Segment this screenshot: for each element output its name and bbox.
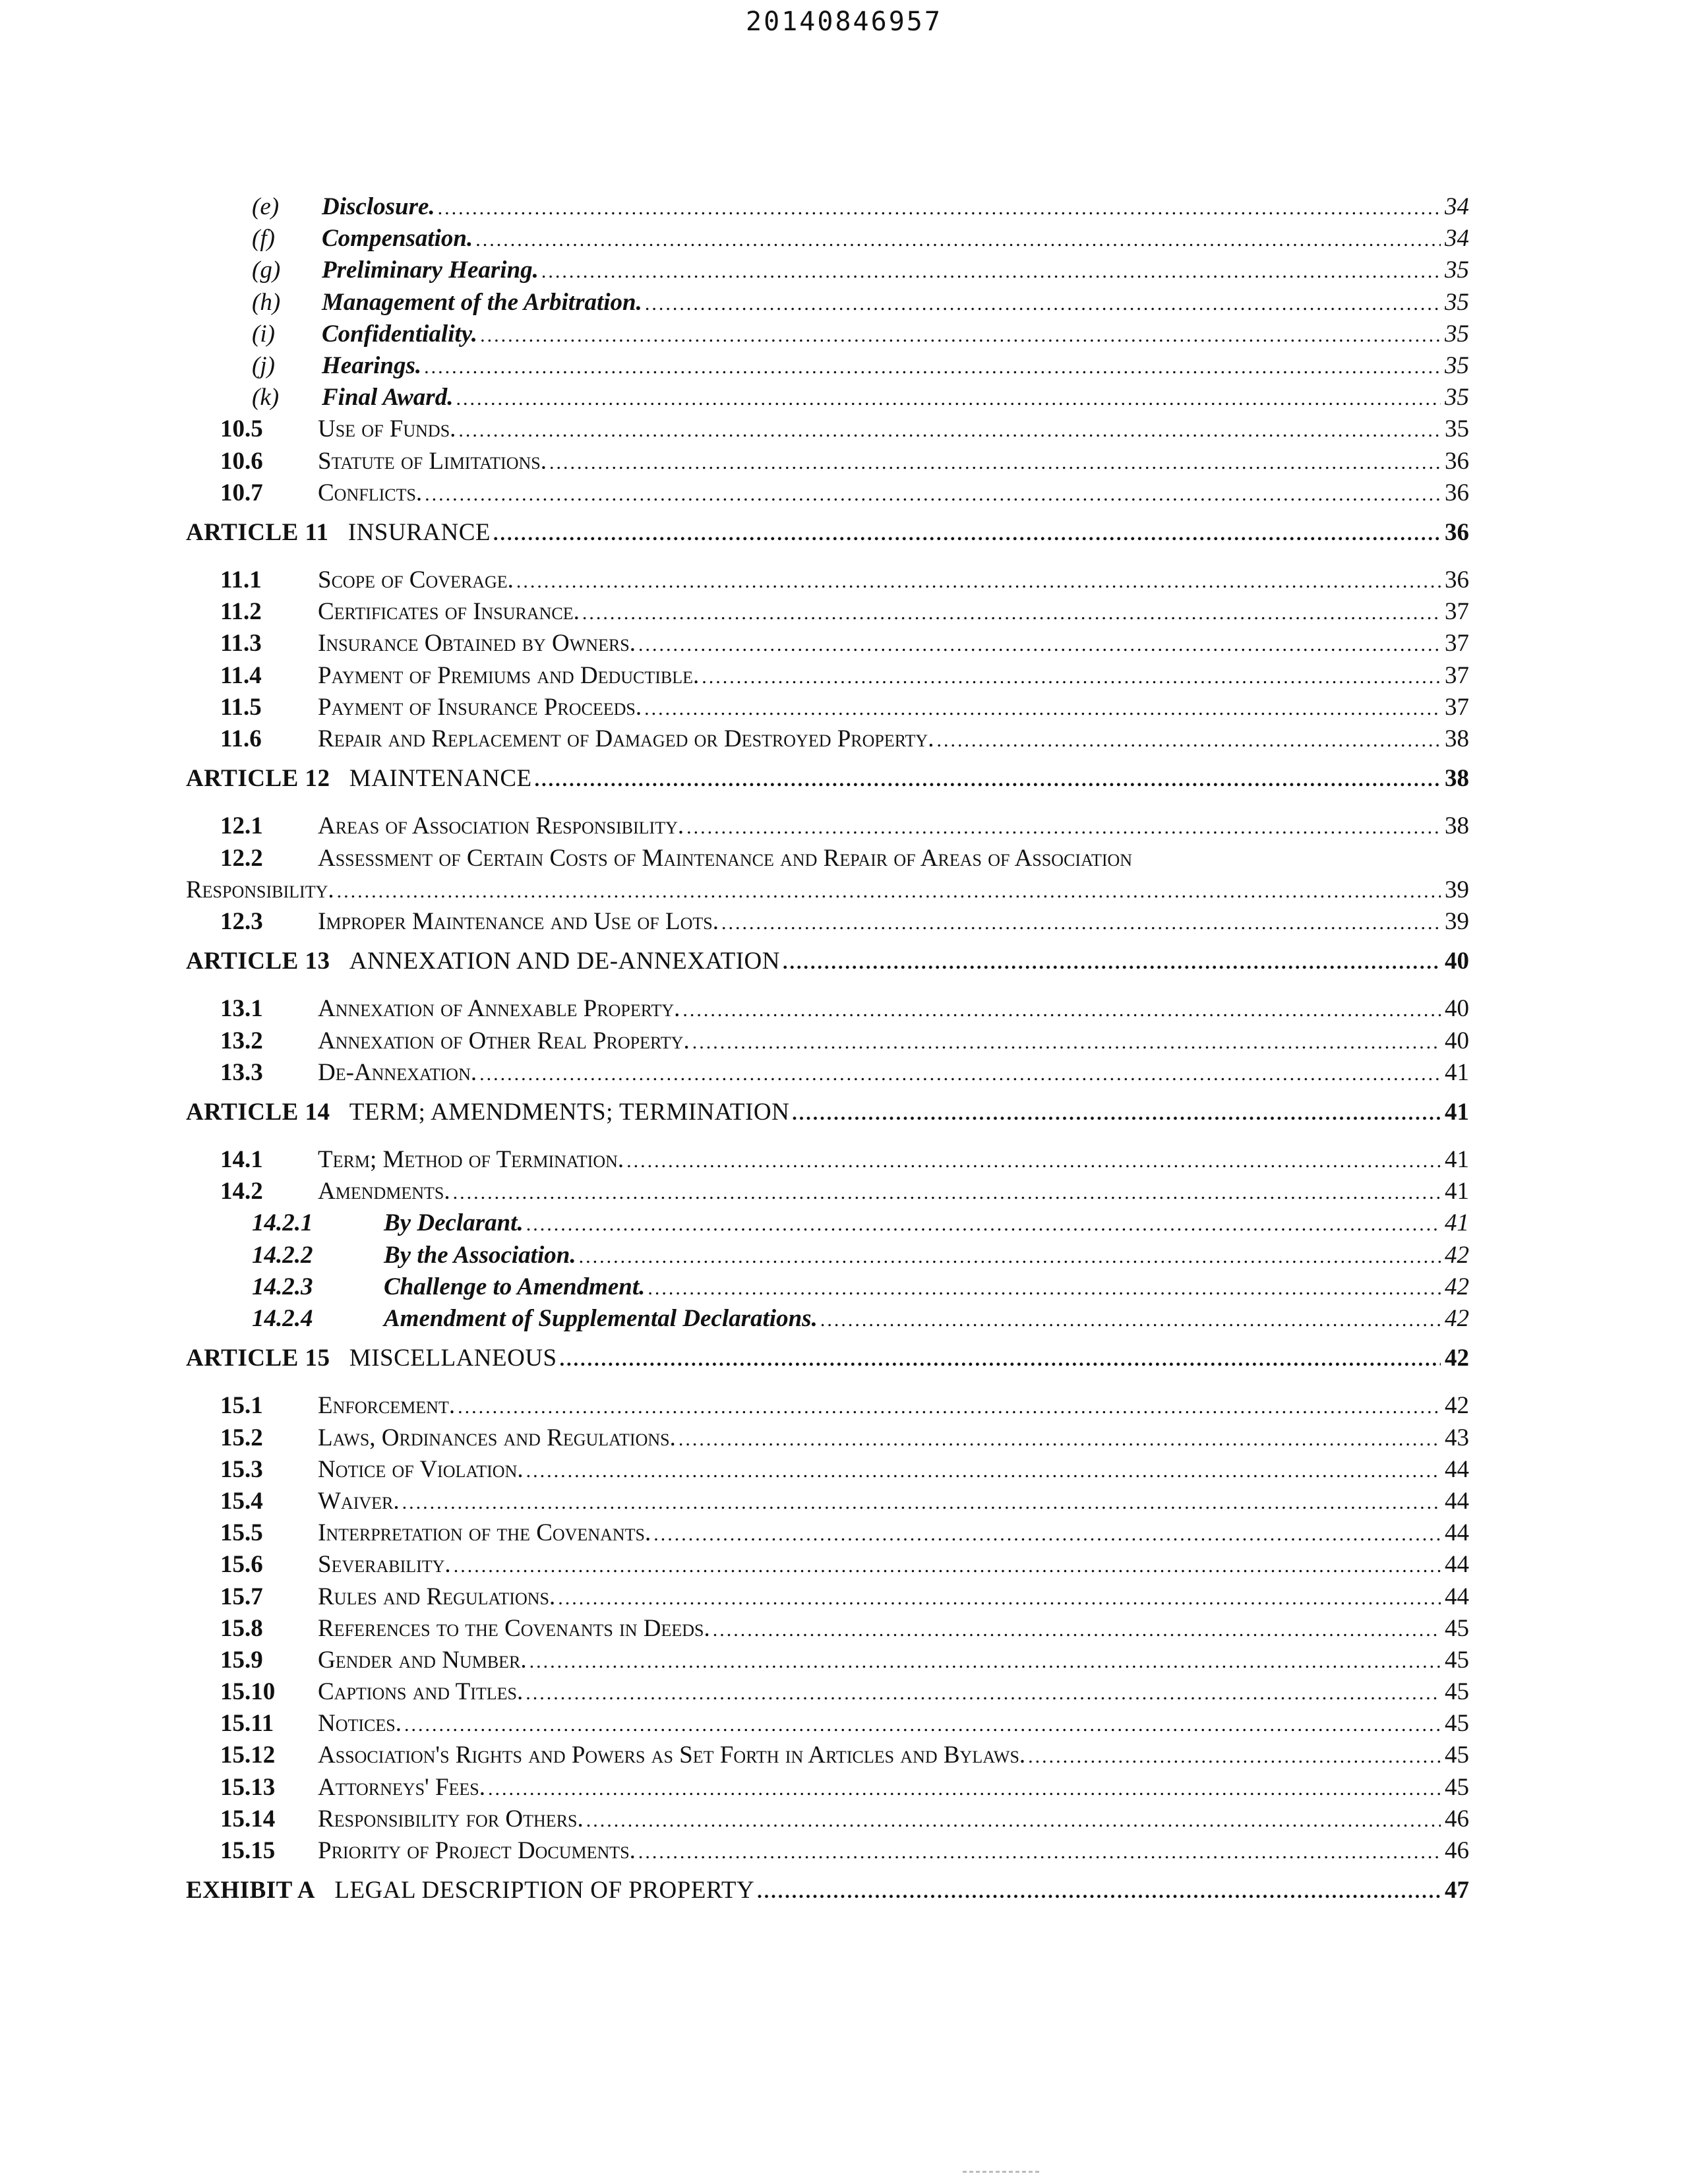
toc-entry-number: 15.10 bbox=[220, 1678, 276, 1706]
toc-entry bbox=[186, 693, 1469, 725]
toc-entry-page: 42 bbox=[1445, 1305, 1469, 1332]
toc-entry-number: 15.12 bbox=[220, 1742, 276, 1769]
toc-entry-number: 10.5 bbox=[220, 415, 263, 443]
toc-entry-number: 15.8 bbox=[220, 1614, 263, 1642]
toc-entry-number: 14.2.3 bbox=[252, 1273, 313, 1300]
toc-entry-number: 15.4 bbox=[220, 1487, 263, 1515]
toc-entry-number: 15.14 bbox=[220, 1805, 276, 1833]
toc-entry bbox=[186, 518, 1469, 550]
dot-leader bbox=[1028, 1745, 1441, 1768]
toc-entry-title: Compensation. bbox=[322, 225, 473, 253]
toc-entry-number: 11.2 bbox=[220, 598, 262, 626]
article-number: ARTICLE 15 bbox=[186, 1345, 330, 1372]
dot-leader bbox=[644, 698, 1441, 720]
toc-entry-number: 12.1 bbox=[220, 812, 263, 840]
toc-entry-number: 15.15 bbox=[220, 1837, 276, 1864]
toc-entry bbox=[186, 1027, 1469, 1058]
toc-entry-page: 36 bbox=[1445, 479, 1469, 506]
article-number: ARTICLE 12 bbox=[186, 765, 330, 793]
toc-entry-page: 45 bbox=[1445, 1773, 1469, 1801]
toc-entry-title: Statute of Limitations. bbox=[318, 447, 547, 475]
toc-entry-title: De-Annexation. bbox=[318, 1058, 477, 1086]
dot-leader bbox=[549, 452, 1441, 474]
toc-entry-page: 34 bbox=[1445, 193, 1469, 220]
article-title: ANNEXATION AND DE-ANNEXATION bbox=[349, 948, 780, 975]
toc-entry bbox=[186, 1145, 1469, 1177]
dot-leader bbox=[579, 1246, 1441, 1268]
toc-entry-title: Assessment of Certain Costs of Maintenance and Repair of Areas of Association bbox=[318, 844, 1133, 872]
dot-leader bbox=[404, 1714, 1441, 1736]
toc-entry-title: Payment of Premiums and Deductible. bbox=[318, 661, 700, 689]
dot-leader bbox=[692, 1031, 1441, 1054]
toc-entry-page: 47 bbox=[1445, 1877, 1469, 1904]
dot-leader bbox=[493, 523, 1441, 545]
article-heading bbox=[186, 1876, 754, 1904]
toc-entry-title: Amendments. bbox=[318, 1178, 450, 1205]
toc-entry bbox=[186, 1304, 1469, 1336]
dot-leader bbox=[488, 1778, 1441, 1800]
dot-leader bbox=[653, 1523, 1441, 1546]
toc-entry-page: 40 bbox=[1445, 1027, 1469, 1054]
toc-entry-page: 39 bbox=[1445, 876, 1469, 903]
toc-entry bbox=[186, 1177, 1469, 1209]
dot-leader bbox=[702, 666, 1441, 688]
dot-leader bbox=[529, 1651, 1441, 1673]
toc-entry bbox=[186, 479, 1469, 510]
toc-entry bbox=[186, 1773, 1469, 1805]
toc-entry-title: Responsibility. bbox=[186, 876, 334, 903]
toc-entry-page: 44 bbox=[1445, 1583, 1469, 1610]
toc-entry bbox=[186, 1391, 1469, 1423]
toc-entry-page: 41 bbox=[1445, 1098, 1469, 1126]
article-title: TERM; AMENDMENTS; TERMINATION bbox=[349, 1098, 790, 1126]
toc-entry-page: 37 bbox=[1445, 598, 1469, 626]
toc-entry-number: 15.6 bbox=[220, 1551, 263, 1579]
toc-entry-page: 45 bbox=[1445, 1710, 1469, 1738]
article-heading bbox=[186, 1098, 789, 1126]
toc-entry-number: (e) bbox=[252, 193, 280, 220]
dot-leader bbox=[456, 388, 1441, 410]
toc-entry-title: Areas of Association Responsibility. bbox=[318, 812, 684, 840]
dot-leader bbox=[713, 1619, 1441, 1641]
toc-entry bbox=[186, 415, 1469, 446]
toc-entry-title: Amendment of Supplemental Declarations. bbox=[384, 1305, 818, 1332]
toc-entry bbox=[186, 812, 1469, 843]
article-title: INSURANCE bbox=[347, 518, 491, 546]
toc-entry bbox=[186, 1487, 1469, 1519]
toc-entry bbox=[186, 597, 1469, 629]
toc-entry bbox=[186, 764, 1469, 796]
toc-entry-page: 44 bbox=[1445, 1455, 1469, 1483]
dot-leader bbox=[678, 1428, 1441, 1451]
toc-entry-number: 11.6 bbox=[220, 725, 262, 752]
dot-leader bbox=[516, 570, 1441, 593]
toc-entry-page: 38 bbox=[1445, 765, 1469, 793]
dot-leader bbox=[479, 1063, 1441, 1085]
dot-leader bbox=[453, 1182, 1441, 1204]
dot-leader bbox=[480, 324, 1441, 347]
toc-entry-title: Severability. bbox=[318, 1551, 451, 1579]
toc-entry-title: Annexation of Other Real Property. bbox=[318, 1027, 690, 1054]
dot-leader bbox=[526, 1213, 1441, 1236]
toc-entry-title: Waiver. bbox=[318, 1487, 400, 1515]
toc-entry-number: 12.3 bbox=[220, 907, 263, 935]
toc-entry-title: Enforcement. bbox=[318, 1392, 456, 1420]
toc-entry-title: Repair and Replacement of Damaged or Destroyed Property. bbox=[318, 725, 934, 752]
toc-entry-page: 35 bbox=[1445, 351, 1469, 379]
toc-entry-title: Gender and Number. bbox=[318, 1646, 527, 1674]
toc-entry-number: (g) bbox=[252, 257, 281, 284]
toc-entry-number: (k) bbox=[252, 384, 280, 411]
toc-entry-page: 41 bbox=[1445, 1058, 1469, 1086]
toc-entry-title: Laws, Ordinances and Regulations. bbox=[318, 1424, 676, 1451]
toc-entry bbox=[186, 947, 1469, 979]
toc-entry-number: 15.1 bbox=[220, 1392, 263, 1420]
dot-leader bbox=[560, 1349, 1441, 1371]
toc-entry bbox=[186, 907, 1469, 939]
toc-entry bbox=[186, 224, 1469, 256]
dot-leader bbox=[582, 602, 1441, 624]
article-number: EXHIBIT A bbox=[186, 1877, 316, 1904]
toc-entry bbox=[186, 1273, 1469, 1304]
toc-entry-page: 44 bbox=[1445, 1487, 1469, 1515]
toc-entry-number: 13.1 bbox=[220, 995, 263, 1023]
dot-leader bbox=[337, 880, 1441, 903]
toc-entry bbox=[186, 447, 1469, 479]
article-title: LEGAL DESCRIPTION OF PROPERTY bbox=[334, 1877, 755, 1904]
dot-leader bbox=[586, 1809, 1441, 1832]
toc-entry bbox=[186, 566, 1469, 597]
toc-entry-number: 15.7 bbox=[220, 1583, 263, 1610]
article-heading bbox=[186, 1344, 557, 1372]
toc-entry-title: Rules and Regulations. bbox=[318, 1583, 556, 1610]
article-heading bbox=[186, 518, 491, 547]
toc-entry-page: 44 bbox=[1445, 1519, 1469, 1547]
dot-leader bbox=[402, 1492, 1441, 1514]
toc-entry-page: 45 bbox=[1445, 1678, 1469, 1706]
dot-leader bbox=[645, 293, 1441, 315]
toc-entry bbox=[186, 1241, 1469, 1273]
toc-entry-title: Management of the Arbitration. bbox=[322, 288, 642, 316]
toc-entry-page: 35 bbox=[1445, 384, 1469, 411]
toc-entry-title: Final Award. bbox=[322, 384, 454, 411]
toc-entry-title: Annexation of Annexable Property. bbox=[318, 995, 680, 1023]
toc-entry-number: 10.6 bbox=[220, 447, 263, 475]
toc-entry-title: Priority of Project Documents. bbox=[318, 1837, 636, 1864]
toc-entry-number: 12.2 bbox=[220, 844, 263, 872]
dot-leader bbox=[454, 1555, 1441, 1577]
dot-leader bbox=[458, 1396, 1441, 1418]
toc-entry-number: 10.7 bbox=[220, 479, 263, 506]
dot-leader bbox=[638, 634, 1441, 656]
toc-entry-title: Responsibility for Others. bbox=[318, 1805, 584, 1833]
toc-entry-number: 11.5 bbox=[220, 693, 262, 721]
toc-entry bbox=[186, 383, 1469, 415]
toc-entry-title: Notice of Violation. bbox=[318, 1455, 524, 1483]
toc-entry-number: (j) bbox=[252, 351, 275, 379]
toc-entry-page: 41 bbox=[1445, 1178, 1469, 1205]
toc-entry-title: Confidentiality. bbox=[322, 320, 478, 348]
toc-entry-number: 13.2 bbox=[220, 1027, 263, 1054]
dot-leader bbox=[648, 1277, 1441, 1300]
toc-entry-page: 43 bbox=[1445, 1424, 1469, 1451]
toc-entry-page: 36 bbox=[1445, 518, 1469, 546]
toc-entry-number: 11.3 bbox=[220, 630, 262, 657]
toc-entry-page: 35 bbox=[1445, 320, 1469, 348]
toc-entry-page: 42 bbox=[1445, 1273, 1469, 1300]
toc-entry-title: Improper Maintenance and Use of Lots. bbox=[318, 907, 719, 935]
toc-entry-page: 37 bbox=[1445, 693, 1469, 721]
toc-entry-number: 11.1 bbox=[220, 566, 262, 594]
toc-entry bbox=[186, 1550, 1469, 1582]
toc-entry-page: 42 bbox=[1445, 1345, 1469, 1372]
toc-entry-number: 15.2 bbox=[220, 1424, 263, 1451]
toc-entry-number: 14.2 bbox=[220, 1178, 263, 1205]
toc-entry bbox=[186, 876, 1469, 907]
toc-entry bbox=[186, 1098, 1469, 1130]
toc-entry bbox=[186, 1583, 1469, 1614]
toc-entry bbox=[186, 320, 1469, 351]
toc-entry bbox=[186, 351, 1469, 383]
toc-entry-page: 36 bbox=[1445, 447, 1469, 475]
toc-entry-page: 37 bbox=[1445, 630, 1469, 657]
toc-entry bbox=[186, 1646, 1469, 1678]
toc-entry bbox=[186, 1209, 1469, 1240]
toc-entry-title: Term; Method of Termination. bbox=[318, 1146, 624, 1174]
toc-entry bbox=[186, 1741, 1469, 1773]
toc-entry-page: 35 bbox=[1445, 257, 1469, 284]
toc-entry-title: Insurance Obtained by Owners. bbox=[318, 630, 636, 657]
toc-entry-page: 39 bbox=[1445, 907, 1469, 935]
dot-leader bbox=[626, 1150, 1441, 1172]
dot-leader bbox=[425, 483, 1441, 506]
dot-leader bbox=[792, 1103, 1441, 1125]
toc-entry-title: Notices. bbox=[318, 1710, 402, 1738]
dot-leader bbox=[541, 260, 1441, 283]
toc-entry-number: 15.13 bbox=[220, 1773, 276, 1801]
toc-entry-page: 35 bbox=[1445, 415, 1469, 443]
toc-entry-page: 42 bbox=[1445, 1241, 1469, 1269]
toc-entry-page: 41 bbox=[1445, 1209, 1469, 1237]
article-heading bbox=[186, 947, 780, 975]
dot-leader bbox=[820, 1309, 1441, 1331]
toc-entry-number: 15.11 bbox=[220, 1710, 274, 1738]
toc-entry-number: 14.2.1 bbox=[252, 1209, 313, 1237]
toc-entry-page: 34 bbox=[1445, 225, 1469, 253]
toc-entry bbox=[186, 1805, 1469, 1836]
toc-entry-page: 36 bbox=[1445, 566, 1469, 594]
toc-entry-page: 40 bbox=[1445, 948, 1469, 975]
toc-entry-number: 14.2.2 bbox=[252, 1241, 313, 1269]
toc-entry bbox=[186, 994, 1469, 1026]
toc-entry-number: 14.2.4 bbox=[252, 1305, 313, 1332]
toc-entry-number: (i) bbox=[252, 320, 275, 348]
toc-entry-title: Captions and Titles. bbox=[318, 1678, 524, 1706]
dot-leader bbox=[682, 999, 1441, 1021]
toc-entry-page: 45 bbox=[1445, 1614, 1469, 1642]
toc-entry bbox=[186, 1836, 1469, 1868]
dot-leader bbox=[783, 952, 1441, 974]
toc-entry bbox=[186, 1614, 1469, 1646]
toc-entry-title: Scope of Coverage. bbox=[318, 566, 514, 594]
toc-entry bbox=[186, 1344, 1469, 1376]
article-heading bbox=[186, 764, 532, 793]
toc-entry-number: (h) bbox=[252, 288, 281, 316]
toc-entry-title: Payment of Insurance Proceeds. bbox=[318, 693, 642, 721]
toc-entry-page: 35 bbox=[1445, 288, 1469, 316]
article-title: MAINTENANCE bbox=[349, 765, 532, 793]
toc-entry bbox=[186, 1519, 1469, 1550]
toc-entry-number: 11.4 bbox=[220, 661, 262, 689]
toc-entry-number: 13.3 bbox=[220, 1058, 263, 1086]
toc-entry bbox=[186, 661, 1469, 693]
dot-leader bbox=[558, 1587, 1441, 1610]
toc-entry bbox=[186, 1058, 1469, 1090]
toc-entry-title: References to the Covenants in Deeds. bbox=[318, 1614, 710, 1642]
toc-entry-page: 45 bbox=[1445, 1646, 1469, 1674]
toc-entry-page: 37 bbox=[1445, 661, 1469, 689]
toc-entry-number: 15.3 bbox=[220, 1455, 263, 1483]
toc-entry bbox=[186, 844, 1469, 876]
toc-entry-page: 42 bbox=[1445, 1392, 1469, 1420]
toc-entry-title: Use of Funds. bbox=[318, 415, 456, 443]
toc-entry-title: Preliminary Hearing. bbox=[322, 257, 539, 284]
toc-entry-number: 15.5 bbox=[220, 1519, 263, 1547]
article-number: ARTICLE 11 bbox=[186, 518, 329, 546]
toc-entry-title: Certificates of Insurance. bbox=[318, 598, 580, 626]
toc-entry-page: 38 bbox=[1445, 812, 1469, 840]
toc-entry bbox=[186, 1424, 1469, 1455]
toc-entry-title: Attorneys' Fees. bbox=[318, 1773, 485, 1801]
dot-leader bbox=[438, 197, 1441, 220]
toc-entry-title: By the Association. bbox=[384, 1241, 576, 1269]
toc-entry-page: 46 bbox=[1445, 1837, 1469, 1864]
dot-leader bbox=[475, 229, 1441, 251]
dot-leader bbox=[936, 729, 1441, 752]
toc-entry-title: Challenge to Amendment. bbox=[384, 1273, 646, 1300]
toc-entry-title: Interpretation of the Covenants. bbox=[318, 1519, 651, 1547]
toc-entry-page: 38 bbox=[1445, 725, 1469, 752]
document-number: 20140846957 bbox=[746, 7, 942, 37]
article-title: MISCELLANEOUS bbox=[349, 1345, 557, 1372]
dot-leader bbox=[638, 1841, 1441, 1864]
dot-leader bbox=[721, 912, 1441, 934]
toc-entry-page: 44 bbox=[1445, 1551, 1469, 1579]
dot-leader bbox=[535, 769, 1441, 791]
toc-entry-title: Association's Rights and Powers as Set Forth in Articles and Bylaws. bbox=[318, 1742, 1026, 1769]
toc-entry bbox=[186, 256, 1469, 288]
toc-entry bbox=[186, 1678, 1469, 1709]
table-of-contents bbox=[186, 193, 1469, 1924]
footer-mark bbox=[963, 2171, 1042, 2173]
article-number: ARTICLE 14 bbox=[186, 1098, 330, 1126]
toc-entry bbox=[186, 629, 1469, 661]
dot-leader bbox=[757, 1881, 1441, 1903]
dot-leader bbox=[526, 1460, 1441, 1482]
dot-leader bbox=[458, 419, 1441, 442]
article-number: ARTICLE 13 bbox=[186, 948, 330, 975]
toc-entry-title: Conflicts. bbox=[318, 479, 423, 506]
toc-entry-page: 41 bbox=[1445, 1146, 1469, 1174]
toc-entry bbox=[186, 725, 1469, 756]
toc-entry bbox=[186, 1455, 1469, 1487]
toc-entry-number: (f) bbox=[252, 225, 275, 253]
dot-leader bbox=[424, 356, 1441, 379]
toc-entry-page: 40 bbox=[1445, 995, 1469, 1023]
toc-entry bbox=[186, 288, 1469, 320]
toc-entry-title: Hearings. bbox=[322, 351, 422, 379]
toc-entry bbox=[186, 193, 1469, 224]
toc-entry-title: Disclosure. bbox=[322, 193, 435, 220]
toc-entry-number: 15.9 bbox=[220, 1646, 263, 1674]
toc-entry-page: 46 bbox=[1445, 1805, 1469, 1833]
dot-leader bbox=[526, 1682, 1441, 1705]
toc-entry-title: By Declarant. bbox=[384, 1209, 524, 1237]
toc-entry bbox=[186, 1876, 1469, 1908]
toc-entry-page: 45 bbox=[1445, 1742, 1469, 1769]
toc-entry-number: 14.1 bbox=[220, 1146, 263, 1174]
toc-entry bbox=[186, 1709, 1469, 1741]
dot-leader bbox=[686, 816, 1441, 839]
